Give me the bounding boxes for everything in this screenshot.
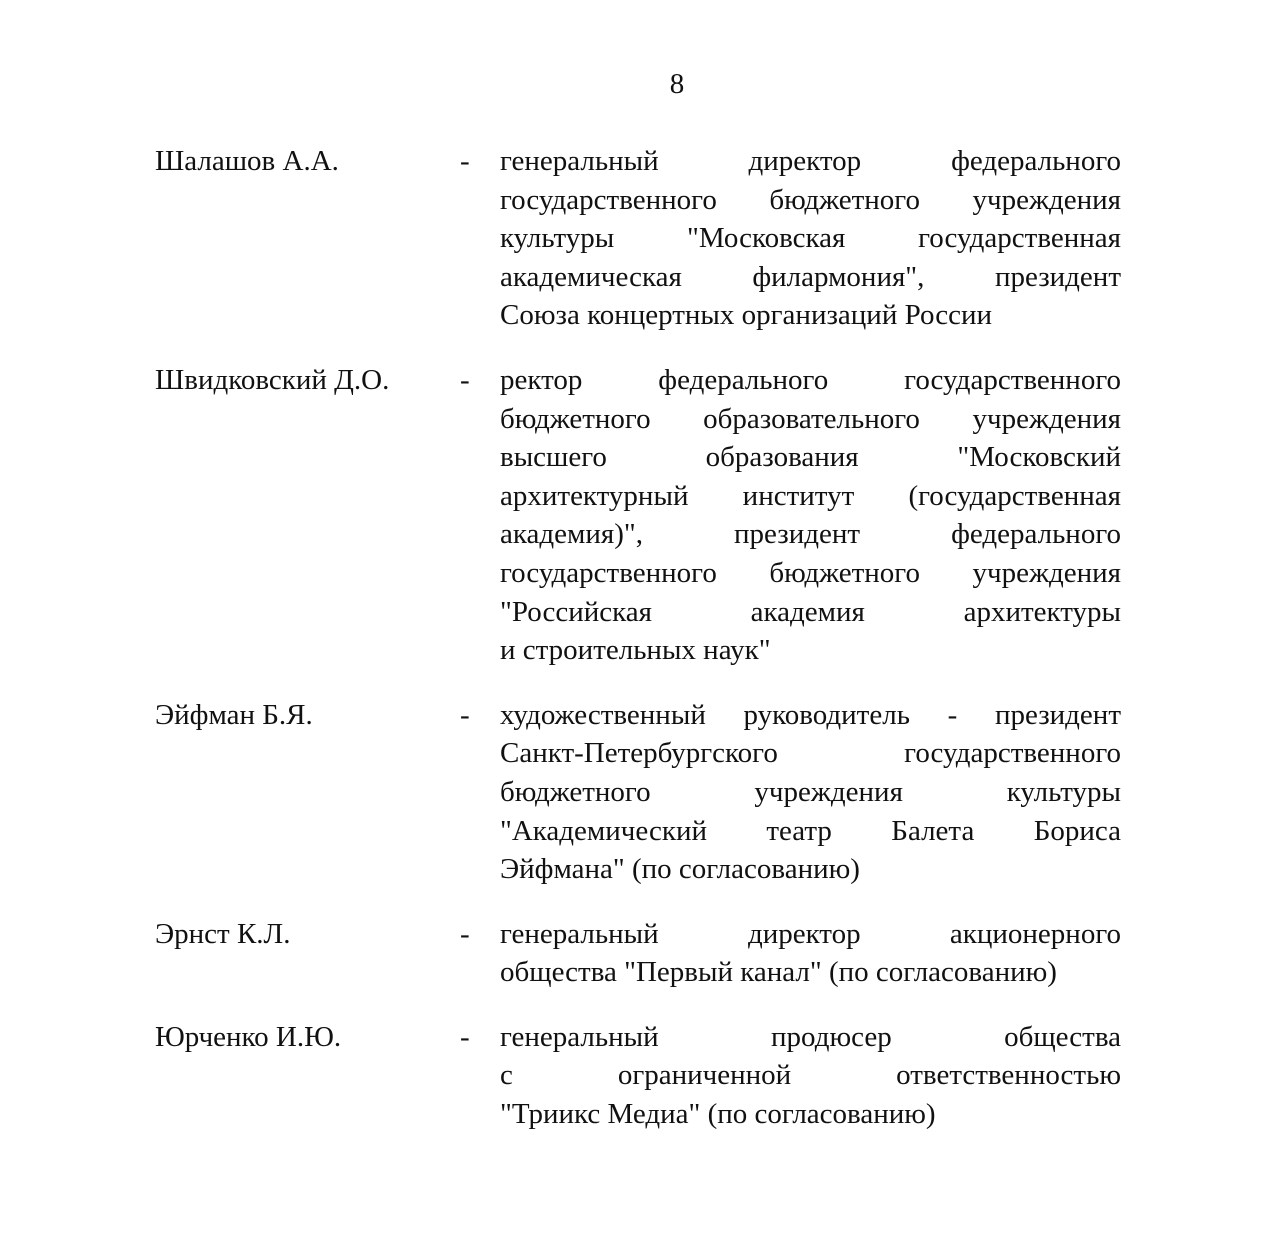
description-line: и строительных наук" (500, 634, 771, 667)
description-line: "Триикс Медиа" (по согласованию) (500, 1098, 936, 1131)
member-description (500, 1018, 1121, 1134)
description-line: генеральный директор федерального (500, 145, 1121, 177)
description-line: культуры "Московская государственная (500, 222, 1121, 255)
description-line: Эйфмана" (по согласованию) (500, 853, 860, 886)
description-line: Союза концертных организаций России (500, 299, 993, 332)
description-line: с ограниченной ответственностью (500, 1059, 1121, 1092)
description-line: "Академический театр Балета Бориса (500, 814, 1121, 847)
description-line: генеральный продюсер общества (500, 1020, 1121, 1053)
member-description (500, 361, 1121, 670)
description-line: высшего образования "Московский (500, 441, 1121, 474)
description-line: генеральный директор акционерного (500, 917, 1121, 950)
description-line: Санкт-Петербургского государственного (500, 737, 1121, 770)
member-name: Швидковский Д.О. (155, 363, 390, 396)
member-entry (155, 1018, 1121, 1134)
description-line: бюджетного образовательного учреждения (500, 402, 1121, 435)
member-name: Эйфман Б.Я. (155, 698, 313, 731)
dash-separator: - (460, 145, 470, 177)
description-line: ректор федерального государственного (500, 363, 1121, 396)
dash-separator: - (460, 1020, 470, 1053)
description-line: "Российская академия архитектуры (500, 595, 1121, 628)
description-line: академия)", президент федерального (500, 518, 1121, 551)
description-line: государственного бюджетного учреждения (500, 183, 1121, 216)
member-name: Шалашов А.А. (155, 145, 339, 177)
member-description (500, 696, 1121, 889)
member-description (500, 915, 1121, 992)
member-entry (155, 142, 1121, 335)
description-line: академическая филармония", президент (500, 260, 1121, 293)
member-name: Юрченко И.Ю. (155, 1020, 342, 1053)
dash-separator: - (460, 363, 470, 396)
member-entry (155, 696, 1121, 889)
description-line: общества "Первый канал" (по согласованию) (500, 956, 1057, 989)
description-line: государственного бюджетного учреждения (500, 556, 1121, 589)
dash-separator: - (460, 698, 470, 731)
member-list (155, 142, 1121, 1160)
description-line: архитектурный институт (государственная (500, 479, 1121, 512)
description-line: художественный руководитель - президент (500, 698, 1121, 731)
member-entry (155, 361, 1121, 670)
member-name: Эрнст К.Л. (155, 917, 291, 950)
dash-separator: - (460, 917, 470, 950)
description-line: бюджетного учреждения культуры (500, 775, 1121, 808)
page-number: 8 (669, 68, 685, 100)
member-entry (155, 915, 1121, 992)
member-description (500, 142, 1121, 335)
